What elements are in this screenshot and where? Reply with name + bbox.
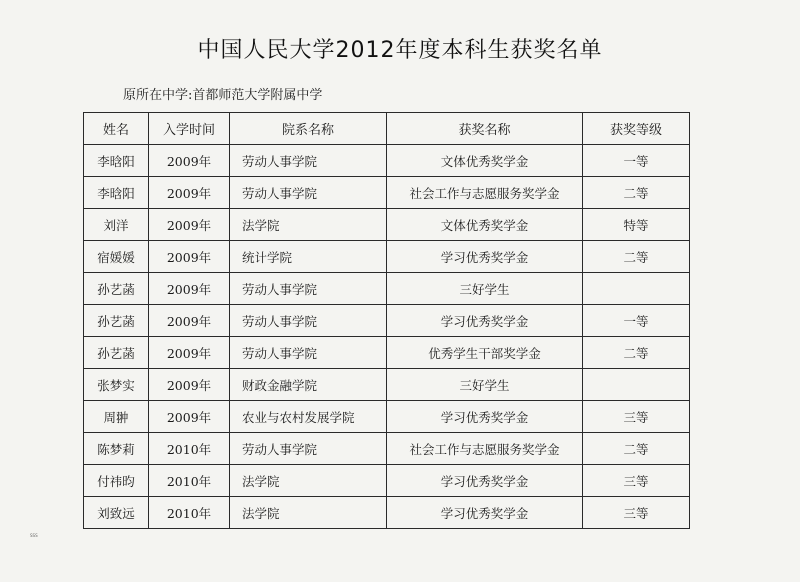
cell-enrollment: 2009年 <box>149 305 230 337</box>
cell-enrollment: 2009年 <box>149 145 230 177</box>
table-row <box>84 369 690 401</box>
awards-table <box>83 112 690 529</box>
table-row <box>84 465 690 497</box>
header-level: 获奖等级 <box>583 113 690 145</box>
cell-department: 统计学院 <box>230 241 387 273</box>
cell-name: 孙艺菡 <box>84 305 149 337</box>
scan-mark: SSS <box>30 533 38 538</box>
cell-enrollment: 2010年 <box>149 497 230 529</box>
table-row <box>84 273 690 305</box>
cell-name: 陈梦莉 <box>84 433 149 465</box>
table-row <box>84 433 690 465</box>
cell-award: 三好学生 <box>387 369 583 401</box>
cell-enrollment: 2009年 <box>149 209 230 241</box>
cell-level: 三等 <box>583 401 690 433</box>
cell-department: 财政金融学院 <box>230 369 387 401</box>
cell-name: 刘致远 <box>84 497 149 529</box>
cell-enrollment: 2009年 <box>149 273 230 305</box>
cell-name: 李晗阳 <box>84 177 149 209</box>
cell-level: 三等 <box>583 465 690 497</box>
cell-award: 社会工作与志愿服务奖学金 <box>387 177 583 209</box>
cell-department: 劳动人事学院 <box>230 145 387 177</box>
table-row <box>84 241 690 273</box>
cell-level <box>583 273 690 305</box>
cell-name: 李晗阳 <box>84 145 149 177</box>
cell-award: 学习优秀奖学金 <box>387 497 583 529</box>
page-title: 中国人民大学2012年度本科生获奖名单 <box>197 38 603 63</box>
cell-name: 孙艺菡 <box>84 337 149 369</box>
cell-level: 特等 <box>583 209 690 241</box>
table-header-row <box>84 113 690 145</box>
cell-department: 劳动人事学院 <box>230 433 387 465</box>
table-row <box>84 337 690 369</box>
cell-award: 社会工作与志愿服务奖学金 <box>387 433 583 465</box>
school-line: 原所在中学:首都师范大学附属中学 <box>123 88 323 103</box>
header-name: 姓名 <box>84 113 149 145</box>
cell-level: 二等 <box>583 433 690 465</box>
cell-enrollment: 2009年 <box>149 337 230 369</box>
cell-award: 学习优秀奖学金 <box>387 305 583 337</box>
cell-enrollment: 2009年 <box>149 177 230 209</box>
cell-name: 付祎昀 <box>84 465 149 497</box>
cell-award: 优秀学生干部奖学金 <box>387 337 583 369</box>
cell-name: 孙艺菡 <box>84 273 149 305</box>
header-award: 获奖名称 <box>387 113 583 145</box>
cell-level <box>583 369 690 401</box>
header-enrollment: 入学时间 <box>149 113 230 145</box>
table-row <box>84 209 690 241</box>
cell-department: 法学院 <box>230 497 387 529</box>
cell-award: 文体优秀奖学金 <box>387 145 583 177</box>
cell-level: 一等 <box>583 305 690 337</box>
cell-enrollment: 2009年 <box>149 241 230 273</box>
cell-enrollment: 2009年 <box>149 401 230 433</box>
cell-level: 三等 <box>583 497 690 529</box>
cell-level: 二等 <box>583 337 690 369</box>
cell-department: 法学院 <box>230 209 387 241</box>
table-row <box>84 401 690 433</box>
cell-award: 三好学生 <box>387 273 583 305</box>
cell-award: 文体优秀奖学金 <box>387 209 583 241</box>
cell-department: 劳动人事学院 <box>230 273 387 305</box>
cell-name: 张梦实 <box>84 369 149 401</box>
table-row <box>84 177 690 209</box>
cell-level: 二等 <box>583 177 690 209</box>
cell-name: 刘洋 <box>84 209 149 241</box>
table-row <box>84 497 690 529</box>
cell-award: 学习优秀奖学金 <box>387 241 583 273</box>
cell-level: 一等 <box>583 145 690 177</box>
cell-award: 学习优秀奖学金 <box>387 465 583 497</box>
table-row <box>84 145 690 177</box>
cell-department: 农业与农村发展学院 <box>230 401 387 433</box>
cell-enrollment: 2010年 <box>149 465 230 497</box>
cell-department: 法学院 <box>230 465 387 497</box>
cell-level: 二等 <box>583 241 690 273</box>
table-row <box>84 305 690 337</box>
cell-enrollment: 2010年 <box>149 433 230 465</box>
cell-department: 劳动人事学院 <box>230 337 387 369</box>
cell-name: 周翀 <box>84 401 149 433</box>
cell-department: 劳动人事学院 <box>230 177 387 209</box>
cell-award: 学习优秀奖学金 <box>387 401 583 433</box>
cell-department: 劳动人事学院 <box>230 305 387 337</box>
cell-name: 宿媛媛 <box>84 241 149 273</box>
header-department: 院系名称 <box>230 113 387 145</box>
cell-enrollment: 2009年 <box>149 369 230 401</box>
